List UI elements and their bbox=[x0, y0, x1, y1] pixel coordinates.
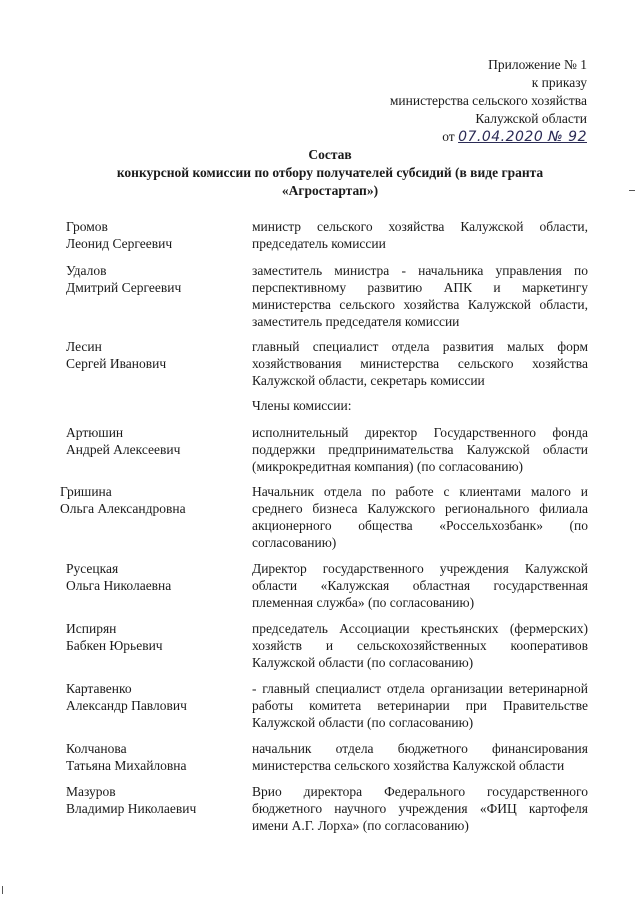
member-given-names: Дмитрий Сергеевич bbox=[66, 280, 182, 295]
member-role: - главный специалист отдела организации ветеринарной работы комитета ветеринарии при Правительстве Калужской области (по согласованию) bbox=[252, 681, 588, 730]
date-prefix: от bbox=[442, 129, 455, 144]
member-role: министр сельского хозяйства Калужской области, председатель комиссии bbox=[252, 219, 588, 251]
title-line-2: конкурсной комиссии по отбору получателей субсидий (в виде гранта bbox=[116, 165, 544, 180]
scan-edge-mark bbox=[629, 190, 635, 191]
member-role: Врио директора Федерального государственного бюджетного научного учреждения «ФИЦ картофеля имени А.Г. Лорха» (по согласованию) bbox=[252, 784, 588, 833]
title-line-1: Состав bbox=[308, 147, 352, 162]
member-given-names: Ольга Николаевна bbox=[66, 578, 172, 593]
members-label: Члены комиссии: bbox=[252, 398, 352, 413]
member-role: Начальник отдела по работе с клиентами малого и среднего бизнеса Калужского регионального филиала акционерного общества «Россельхозбанк» (по согласованию) bbox=[252, 484, 588, 550]
member-role: главный специалист отдела развития малых форм хозяйствования министерства сельского хозяйства Калужской области, секретарь комиссии bbox=[252, 339, 588, 388]
scan-edge-mark bbox=[2, 886, 3, 894]
appendix-number: Приложение № 1 bbox=[488, 57, 587, 72]
member-surname: Мазуров bbox=[66, 784, 116, 799]
member-role: начальник отдела бюджетного финансирования министерства сельского хозяйства Калужской области bbox=[252, 741, 588, 773]
member-name bbox=[66, 560, 246, 594]
member-name bbox=[66, 262, 246, 296]
member-given-names: Леонид Сергеевич bbox=[66, 236, 173, 251]
member-given-names: Сергей Иванович bbox=[66, 356, 167, 371]
appendix-ministry: министерства сельского хозяйства bbox=[389, 93, 587, 108]
member-name bbox=[66, 680, 246, 714]
member-role: Директор государственного учреждения Калужской области «Калужская областная государственная племенная служба» (по согласованию) bbox=[252, 561, 588, 610]
member-surname: Лесин bbox=[66, 339, 102, 354]
member-surname: Картавенко bbox=[66, 681, 132, 696]
member-name bbox=[66, 218, 246, 252]
member-given-names: Татьяна Михайловна bbox=[66, 758, 187, 773]
member-name bbox=[66, 424, 246, 458]
appendix-date-line bbox=[390, 128, 587, 146]
appendix-header bbox=[390, 56, 587, 146]
handwritten-date: 07.04.2020 № 92 bbox=[458, 129, 587, 145]
member-surname: Испирян bbox=[66, 621, 117, 636]
member-given-names: Андрей Алексеевич bbox=[66, 442, 181, 457]
member-name bbox=[66, 783, 246, 817]
document-title bbox=[100, 146, 560, 200]
title-line-3: «Агростартап») bbox=[281, 183, 379, 198]
member-given-names: Бабкен Юрьевич bbox=[66, 638, 163, 653]
appendix-order-ref: к приказу bbox=[531, 75, 587, 90]
member-surname: Русецкая bbox=[66, 561, 119, 576]
member-surname: Колчанова bbox=[66, 741, 127, 756]
member-surname: Гришина bbox=[60, 484, 112, 499]
member-surname: Громов bbox=[66, 219, 108, 234]
member-name bbox=[60, 483, 240, 517]
member-name bbox=[66, 740, 246, 774]
member-given-names: Владимир Николаевич bbox=[66, 801, 197, 816]
member-name bbox=[66, 620, 246, 654]
member-role: заместитель министра - начальника управления по перспективному развитию АПК и маркетингу министерства сельского хозяйства Калужской области, заместитель председателя комиссии bbox=[252, 263, 588, 329]
member-name bbox=[66, 338, 246, 372]
member-role: председатель Ассоциации крестьянских (фермерских) хозяйств и сельскохозяйственных кооперативов Калужской области (по согласованию) bbox=[252, 621, 588, 670]
member-given-names: Ольга Александровна bbox=[60, 501, 186, 516]
member-role: исполнительный директор Государственного фонда поддержки предпринимательства Калужской области (микрокредитная компания) (по согласованию) bbox=[252, 425, 588, 474]
appendix-region: Калужской области bbox=[475, 111, 587, 126]
member-given-names: Александр Павлович bbox=[66, 698, 187, 713]
member-surname: Артюшин bbox=[66, 425, 124, 440]
member-surname: Удалов bbox=[66, 263, 107, 278]
